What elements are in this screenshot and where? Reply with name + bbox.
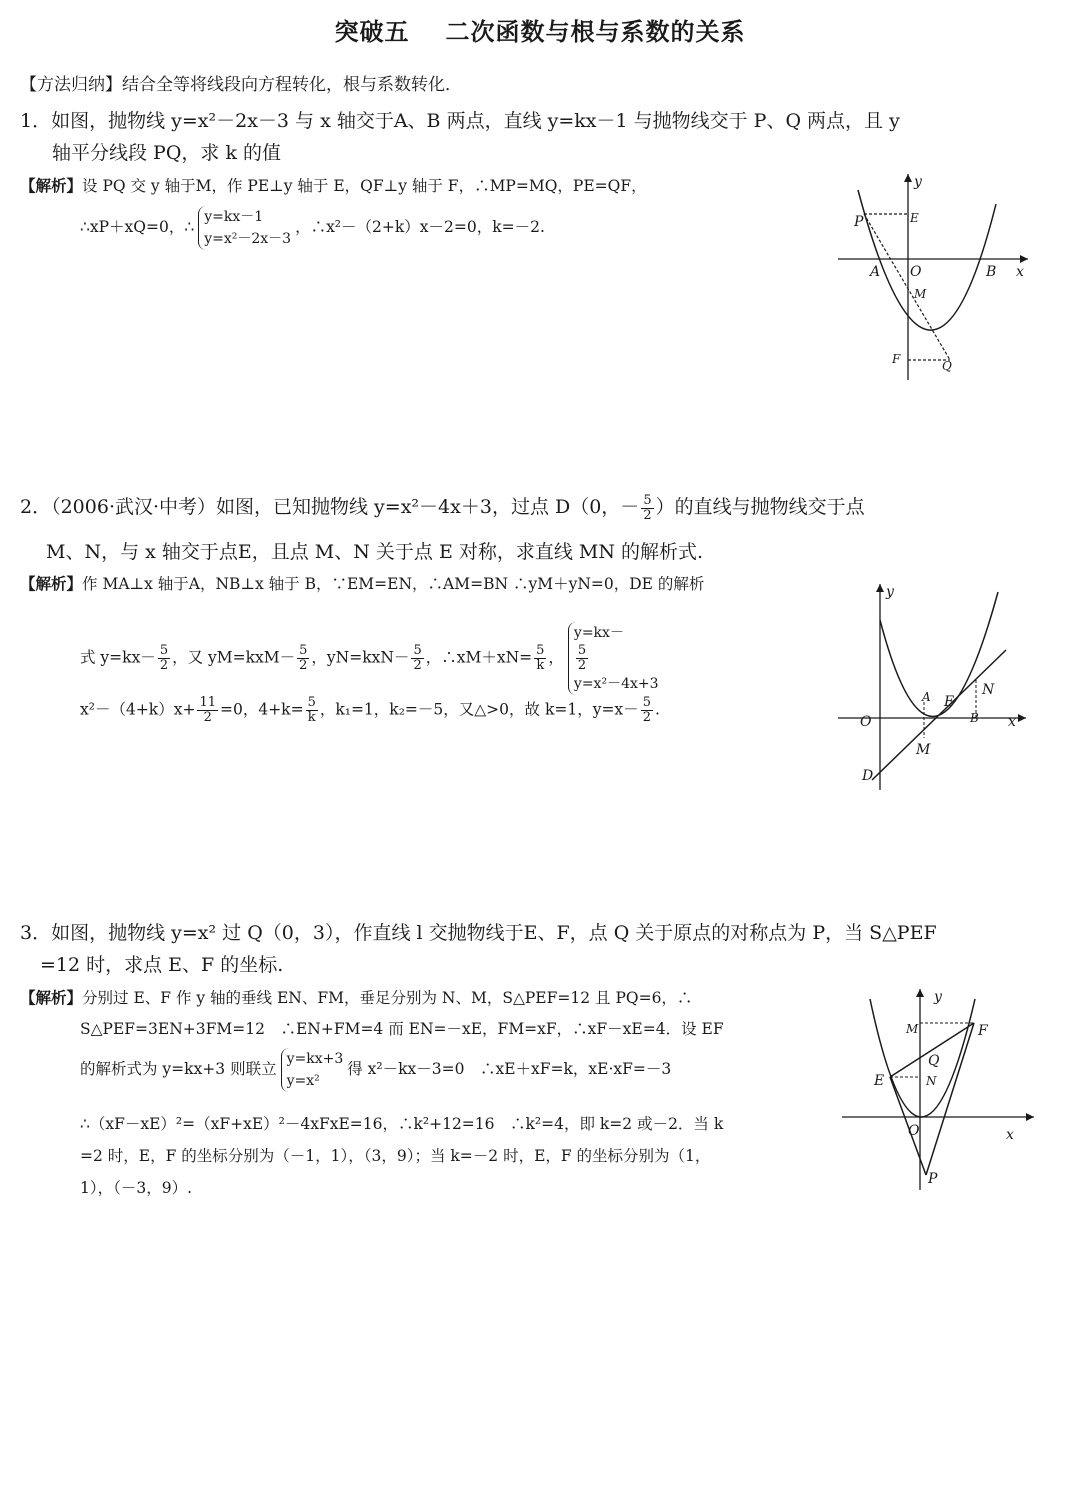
solution-3-line-3: 的解析式为 y=kx+3 则联立 y=kx+3 y=x² 得 x²－kx－3=0 ∴xE＋xF=k，xE·xF=－3 <box>80 1048 671 1092</box>
label-y: y <box>914 174 922 190</box>
label-x: x <box>1016 264 1024 280</box>
label-y: y <box>886 584 894 600</box>
solution-3-line-4: ∴（xF－xE）²=（xF+xE）²－4xFxE=16，∴k²+12=16 ∴k²=4，即 k=2 或－2．当 k <box>80 1115 724 1133</box>
equation-system: y=kx+3 y=x² <box>281 1048 344 1092</box>
label-m: M <box>914 287 927 301</box>
problem-3-line-1: 3．如图，抛物线 y=x² 过 Q（0，3），作直线 l 交抛物线于E、F，点 Q 关于原点的对称点为 P，当 S△PEF <box>20 922 937 944</box>
equation-system: y=kx－ $\frac{5}{2}$ y=x²－4x+3 <box>568 622 659 695</box>
problem-1-line-1: 1．如图，抛物线 y=x²－2x－3 与 x 轴交于A、B 两点，直线 y=kx－1 与抛物线交于 P、Q 两点，且 y <box>20 110 900 132</box>
solution-2-line-1: 【解析】作 MA⊥x 轴于A，NB⊥x 轴于 B，∵EM=EN，∴AM=BN ∴yM＋yN=0，DE 的解析 <box>20 574 705 593</box>
label-e: E <box>874 1073 885 1089</box>
solution-3-line-6: 1），（－3，9）. <box>80 1179 193 1197</box>
segment-pf <box>926 1023 974 1175</box>
solution-1-line-2: ∴xP＋xQ=0，∴ y=kx－1 y=x²－2x－3 ，∴x²－（2+k）x－2=0，k=－2. <box>80 206 545 250</box>
label-e: E <box>944 694 955 710</box>
label-b: B <box>970 711 979 725</box>
solution-3-line-1: 【解析】分别过 E、F 作 y 轴的垂线 EN、FM，垂足分别为 N、M，S△PEF=12 且 PQ=6，∴ <box>20 988 693 1007</box>
label-a: A <box>922 690 931 704</box>
line-mn <box>872 650 1006 780</box>
parabola <box>858 190 996 330</box>
problem-1-line-2: 轴平分线段 PQ，求 k 的值 <box>52 142 281 164</box>
solution-2-line-3: x²－（4+k）x+ $\frac{11}{2}$ =0，4+k= $\frac{5}{k}$ ，k₁=1，k₂=－5，又△>0，故 k=1，y=x－ $\frac{5}{2}$ . <box>80 695 660 725</box>
solution-1-line-1: 【解析】设 PQ 交 y 轴于M，作 PE⊥y 轴于 E，QF⊥y 轴于 F，∴MP=MQ，PE=QF， <box>20 176 647 195</box>
solution-3-line-2: S△PEF=3EN+3FM=12 ∴EN+FM=4 而 EN=－xE，FM=xF，∴xF－xE=4．设 EF <box>80 1020 724 1038</box>
label-o: O <box>910 264 922 280</box>
solution-3-line-5: =2 时，E，F 的坐标分别为（－1，1），（3，9）；当 k=－2 时，E，F 的坐标分别为（1， <box>80 1147 711 1165</box>
label-n: N <box>982 682 995 698</box>
label-n: N <box>926 1074 937 1088</box>
label-o: O <box>908 1123 920 1139</box>
parabola <box>880 592 998 716</box>
equation-system: y=kx－1 y=x²－2x－3 <box>198 206 291 250</box>
label-q: Q <box>928 1053 940 1069</box>
label-a: A <box>870 264 881 280</box>
label-x: x <box>1006 1127 1014 1143</box>
label-m: M <box>916 742 931 758</box>
label-f: F <box>892 352 901 366</box>
label-d: D <box>862 768 874 784</box>
problem-2-line-2: M、N，与 x 轴交于点E，且点 M、N 关于点 E 对称，求直线 MN 的解析式. <box>46 541 704 563</box>
label-m: M <box>906 1022 919 1036</box>
method-summary: 【方法归纳】结合全等将线段向方程转化，根与系数转化． <box>20 75 462 95</box>
label-o: O <box>860 714 872 730</box>
label-q: Q <box>942 359 952 373</box>
problem-3-line-2: =12 时，求点 E、F 的坐标. <box>40 954 284 976</box>
label-y: y <box>934 989 942 1005</box>
figure-1 <box>830 170 1030 385</box>
line-pq <box>864 214 950 360</box>
figure-2 <box>836 580 1036 795</box>
label-p: P <box>928 1171 938 1187</box>
label-f: F <box>978 1023 988 1039</box>
page-title: 突破五 二次函数与根与系数的关系 <box>334 17 746 46</box>
label-b: B <box>986 264 997 280</box>
problem-2-line-1: 2．（2006·武汉·中考）如图，已知抛物线 y=x²－4x＋3，过点 D（0，－ $\frac{5}{2}$ ）的直线与抛物线交于点 <box>20 492 865 523</box>
solution-2-line-2: 式 y=kx－ $\frac{5}{2}$ ，又 yM=kxM－ $\frac{5}{2}$ ，yN=kxN－ $\frac{5}{2}$ ，∴xM＋xN= $\frac{5}{k}$ ， y=kx－ $\frac{5}{2}$ y=x²－4x+3 <box>80 622 663 695</box>
parabola <box>870 999 975 1117</box>
figure-3 <box>838 985 1038 1195</box>
label-p: P <box>854 214 864 230</box>
label-x: x <box>1008 714 1016 730</box>
label-e: E <box>910 211 919 225</box>
